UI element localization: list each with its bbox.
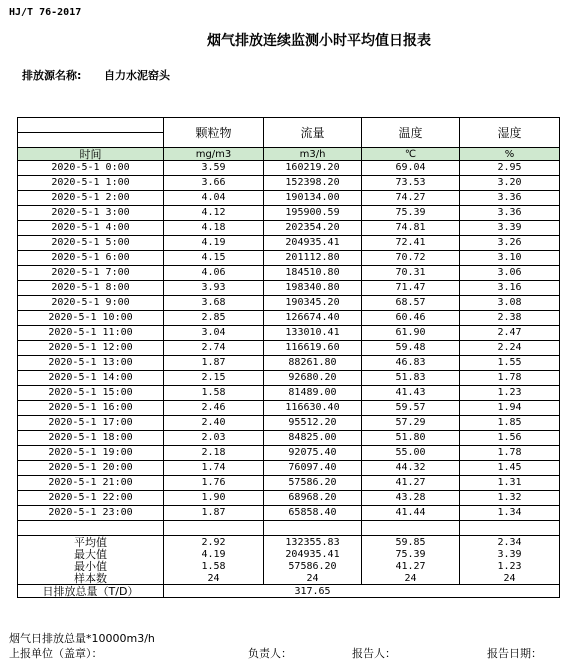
stat-label: 样本数 bbox=[18, 572, 164, 585]
table-row bbox=[18, 236, 560, 251]
row-time: 2020-5-1 15:00 bbox=[18, 386, 164, 401]
row-temp: 51.80 bbox=[362, 431, 460, 446]
header-blank-cell bbox=[18, 133, 164, 148]
row-pm: 2.03 bbox=[164, 431, 264, 446]
row-humidity: 2.24 bbox=[460, 341, 560, 356]
row-humidity: 1.55 bbox=[460, 356, 560, 371]
spacer-cell bbox=[264, 521, 362, 536]
daily-total-blank bbox=[460, 585, 560, 598]
stat-temp: 41.27 bbox=[362, 560, 460, 572]
table-row bbox=[18, 281, 560, 296]
col-header-temp: 温度 bbox=[362, 118, 460, 148]
row-pm: 4.06 bbox=[164, 266, 264, 281]
row-temp: 74.27 bbox=[362, 191, 460, 206]
row-flow: 92075.40 bbox=[264, 446, 362, 461]
daily-total-row bbox=[18, 585, 560, 598]
table-row bbox=[18, 161, 560, 176]
row-humidity: 3.20 bbox=[460, 176, 560, 191]
row-flow: 184510.80 bbox=[264, 266, 362, 281]
unit-humidity: % bbox=[460, 148, 560, 161]
row-temp: 68.57 bbox=[362, 296, 460, 311]
row-temp: 61.90 bbox=[362, 326, 460, 341]
stat-pm: 4.19 bbox=[164, 548, 264, 560]
row-temp: 41.43 bbox=[362, 386, 460, 401]
row-pm: 1.74 bbox=[164, 461, 264, 476]
row-humidity: 3.06 bbox=[460, 266, 560, 281]
spacer-cell bbox=[164, 521, 264, 536]
stat-flow: 204935.41 bbox=[264, 548, 362, 560]
report-title: 烟气排放连续监测小时平均值日报表 bbox=[207, 33, 431, 49]
row-humidity: 1.45 bbox=[460, 461, 560, 476]
spacer-row bbox=[18, 521, 560, 536]
stat-humidity: 24 bbox=[460, 572, 560, 585]
row-time: 2020-5-1 22:00 bbox=[18, 491, 164, 506]
row-pm: 3.59 bbox=[164, 161, 264, 176]
row-humidity: 1.85 bbox=[460, 416, 560, 431]
row-flow: 126674.40 bbox=[264, 311, 362, 326]
row-time: 2020-5-1 3:00 bbox=[18, 206, 164, 221]
stat-row bbox=[18, 536, 560, 549]
footer-note: 烟气日排放总量*10000m3/h bbox=[9, 632, 155, 645]
table-row bbox=[18, 191, 560, 206]
row-temp: 57.29 bbox=[362, 416, 460, 431]
row-time: 2020-5-1 18:00 bbox=[18, 431, 164, 446]
row-temp: 41.44 bbox=[362, 506, 460, 521]
unit-temp: ℃ bbox=[362, 148, 460, 161]
row-pm: 2.85 bbox=[164, 311, 264, 326]
table-row bbox=[18, 176, 560, 191]
row-flow: 133010.41 bbox=[264, 326, 362, 341]
row-humidity: 2.95 bbox=[460, 161, 560, 176]
row-flow: 190345.20 bbox=[264, 296, 362, 311]
row-flow: 190134.00 bbox=[264, 191, 362, 206]
row-humidity: 3.08 bbox=[460, 296, 560, 311]
unit-flow: m3/h bbox=[264, 148, 362, 161]
row-pm: 2.74 bbox=[164, 341, 264, 356]
col-header-flow: 流量 bbox=[264, 118, 362, 148]
row-flow: 116630.40 bbox=[264, 401, 362, 416]
unit-pm: mg/m3 bbox=[164, 148, 264, 161]
table-row bbox=[18, 296, 560, 311]
stat-temp: 75.39 bbox=[362, 548, 460, 560]
row-time: 2020-5-1 21:00 bbox=[18, 476, 164, 491]
row-humidity: 3.36 bbox=[460, 206, 560, 221]
table-row bbox=[18, 356, 560, 371]
table-row bbox=[18, 461, 560, 476]
row-humidity: 1.31 bbox=[460, 476, 560, 491]
row-temp: 70.72 bbox=[362, 251, 460, 266]
responsible-label: 负责人： bbox=[248, 647, 292, 660]
source-label: 排放源名称: bbox=[22, 69, 82, 82]
row-time: 2020-5-1 1:00 bbox=[18, 176, 164, 191]
header-blank-cell bbox=[18, 118, 164, 133]
daily-total-blank bbox=[362, 585, 460, 598]
stat-temp: 24 bbox=[362, 572, 460, 585]
row-temp: 41.27 bbox=[362, 476, 460, 491]
row-humidity: 3.10 bbox=[460, 251, 560, 266]
row-pm: 1.87 bbox=[164, 506, 264, 521]
daily-total-label: 日排放总量（T/D） bbox=[18, 585, 164, 598]
header-row-top bbox=[18, 118, 560, 133]
table-row bbox=[18, 311, 560, 326]
row-temp: 70.31 bbox=[362, 266, 460, 281]
row-time: 2020-5-1 6:00 bbox=[18, 251, 164, 266]
row-temp: 60.46 bbox=[362, 311, 460, 326]
row-humidity: 1.56 bbox=[460, 431, 560, 446]
row-humidity: 2.38 bbox=[460, 311, 560, 326]
row-time: 2020-5-1 16:00 bbox=[18, 401, 164, 416]
row-flow: 195900.59 bbox=[264, 206, 362, 221]
row-temp: 71.47 bbox=[362, 281, 460, 296]
stat-humidity: 3.39 bbox=[460, 548, 560, 560]
stat-row bbox=[18, 560, 560, 572]
row-time: 2020-5-1 2:00 bbox=[18, 191, 164, 206]
stat-pm: 2.92 bbox=[164, 536, 264, 549]
row-flow: 84825.00 bbox=[264, 431, 362, 446]
row-pm: 4.12 bbox=[164, 206, 264, 221]
row-time: 2020-5-1 9:00 bbox=[18, 296, 164, 311]
row-humidity: 1.94 bbox=[460, 401, 560, 416]
table-row bbox=[18, 206, 560, 221]
table-row bbox=[18, 251, 560, 266]
row-humidity: 1.34 bbox=[460, 506, 560, 521]
row-pm: 4.19 bbox=[164, 236, 264, 251]
unit-row bbox=[18, 148, 560, 161]
row-time: 2020-5-1 5:00 bbox=[18, 236, 164, 251]
table-row bbox=[18, 416, 560, 431]
row-time: 2020-5-1 0:00 bbox=[18, 161, 164, 176]
table-row bbox=[18, 446, 560, 461]
col-header-humidity: 湿度 bbox=[460, 118, 560, 148]
row-time: 2020-5-1 23:00 bbox=[18, 506, 164, 521]
stat-flow: 24 bbox=[264, 572, 362, 585]
row-flow: 57586.20 bbox=[264, 476, 362, 491]
spacer-cell bbox=[18, 521, 164, 536]
row-flow: 65858.40 bbox=[264, 506, 362, 521]
hourly-report-table bbox=[17, 117, 560, 598]
row-pm: 1.90 bbox=[164, 491, 264, 506]
row-temp: 59.57 bbox=[362, 401, 460, 416]
row-time: 2020-5-1 20:00 bbox=[18, 461, 164, 476]
row-time: 2020-5-1 19:00 bbox=[18, 446, 164, 461]
row-pm: 2.40 bbox=[164, 416, 264, 431]
row-flow: 204935.41 bbox=[264, 236, 362, 251]
row-temp: 75.39 bbox=[362, 206, 460, 221]
row-flow: 95512.20 bbox=[264, 416, 362, 431]
row-flow: 116619.60 bbox=[264, 341, 362, 356]
row-humidity: 1.78 bbox=[460, 371, 560, 386]
source-value: 自力水泥窑头 bbox=[104, 69, 170, 82]
spacer-cell bbox=[362, 521, 460, 536]
row-pm: 3.66 bbox=[164, 176, 264, 191]
stat-humidity: 1.23 bbox=[460, 560, 560, 572]
row-pm: 2.15 bbox=[164, 371, 264, 386]
row-temp: 59.48 bbox=[362, 341, 460, 356]
stat-row bbox=[18, 548, 560, 560]
row-flow: 92680.20 bbox=[264, 371, 362, 386]
row-pm: 3.93 bbox=[164, 281, 264, 296]
row-humidity: 3.26 bbox=[460, 236, 560, 251]
stat-flow: 132355.83 bbox=[264, 536, 362, 549]
reporting-unit-label: 上报单位（盖章）： bbox=[9, 647, 103, 660]
row-time: 2020-5-1 11:00 bbox=[18, 326, 164, 341]
row-time: 2020-5-1 7:00 bbox=[18, 266, 164, 281]
row-humidity: 1.78 bbox=[460, 446, 560, 461]
row-temp: 72.41 bbox=[362, 236, 460, 251]
row-time: 2020-5-1 8:00 bbox=[18, 281, 164, 296]
row-time: 2020-5-1 17:00 bbox=[18, 416, 164, 431]
row-time: 2020-5-1 10:00 bbox=[18, 311, 164, 326]
daily-total-blank bbox=[164, 585, 264, 598]
table-row bbox=[18, 401, 560, 416]
row-temp: 43.28 bbox=[362, 491, 460, 506]
row-temp: 46.83 bbox=[362, 356, 460, 371]
row-humidity: 1.32 bbox=[460, 491, 560, 506]
time-header: 时间 bbox=[18, 148, 164, 161]
table-row bbox=[18, 326, 560, 341]
row-flow: 202354.20 bbox=[264, 221, 362, 236]
stat-row bbox=[18, 572, 560, 585]
row-humidity: 2.47 bbox=[460, 326, 560, 341]
report-date-label: 报告日期： bbox=[487, 647, 542, 660]
stat-pm: 1.58 bbox=[164, 560, 264, 572]
row-time: 2020-5-1 14:00 bbox=[18, 371, 164, 386]
row-flow: 81489.00 bbox=[264, 386, 362, 401]
table-row bbox=[18, 506, 560, 521]
row-humidity: 3.39 bbox=[460, 221, 560, 236]
row-pm: 4.15 bbox=[164, 251, 264, 266]
row-pm: 2.18 bbox=[164, 446, 264, 461]
row-temp: 73.53 bbox=[362, 176, 460, 191]
row-time: 2020-5-1 4:00 bbox=[18, 221, 164, 236]
stat-label: 平均值 bbox=[18, 536, 164, 549]
row-flow: 68968.20 bbox=[264, 491, 362, 506]
row-temp: 51.83 bbox=[362, 371, 460, 386]
row-humidity: 1.23 bbox=[460, 386, 560, 401]
table-row bbox=[18, 371, 560, 386]
row-humidity: 3.16 bbox=[460, 281, 560, 296]
stat-temp: 59.85 bbox=[362, 536, 460, 549]
row-pm: 4.18 bbox=[164, 221, 264, 236]
col-header-pm: 颗粒物 bbox=[164, 118, 264, 148]
row-pm: 4.04 bbox=[164, 191, 264, 206]
table-row bbox=[18, 386, 560, 401]
table-row bbox=[18, 491, 560, 506]
row-temp: 55.00 bbox=[362, 446, 460, 461]
row-pm: 3.04 bbox=[164, 326, 264, 341]
row-temp: 74.81 bbox=[362, 221, 460, 236]
row-pm: 3.68 bbox=[164, 296, 264, 311]
row-flow: 160219.20 bbox=[264, 161, 362, 176]
table-row bbox=[18, 431, 560, 446]
row-pm: 1.58 bbox=[164, 386, 264, 401]
row-pm: 2.46 bbox=[164, 401, 264, 416]
row-flow: 198340.80 bbox=[264, 281, 362, 296]
standard-code: HJ/T 76-2017 bbox=[9, 7, 82, 18]
table-row bbox=[18, 476, 560, 491]
stat-pm: 24 bbox=[164, 572, 264, 585]
reporter-label: 报告人： bbox=[352, 647, 396, 660]
row-temp: 44.32 bbox=[362, 461, 460, 476]
row-time: 2020-5-1 13:00 bbox=[18, 356, 164, 371]
spacer-cell bbox=[460, 521, 560, 536]
stat-humidity: 2.34 bbox=[460, 536, 560, 549]
row-humidity: 3.36 bbox=[460, 191, 560, 206]
row-flow: 152398.20 bbox=[264, 176, 362, 191]
table-row bbox=[18, 266, 560, 281]
table-row bbox=[18, 341, 560, 356]
daily-total-value: 317.65 bbox=[264, 585, 362, 598]
stat-label: 最大值 bbox=[18, 548, 164, 560]
row-pm: 1.76 bbox=[164, 476, 264, 491]
row-flow: 76097.40 bbox=[264, 461, 362, 476]
row-flow: 201112.80 bbox=[264, 251, 362, 266]
row-time: 2020-5-1 12:00 bbox=[18, 341, 164, 356]
stat-flow: 57586.20 bbox=[264, 560, 362, 572]
row-temp: 69.04 bbox=[362, 161, 460, 176]
table-row bbox=[18, 221, 560, 236]
row-pm: 1.87 bbox=[164, 356, 264, 371]
stat-label: 最小值 bbox=[18, 560, 164, 572]
row-flow: 88261.80 bbox=[264, 356, 362, 371]
